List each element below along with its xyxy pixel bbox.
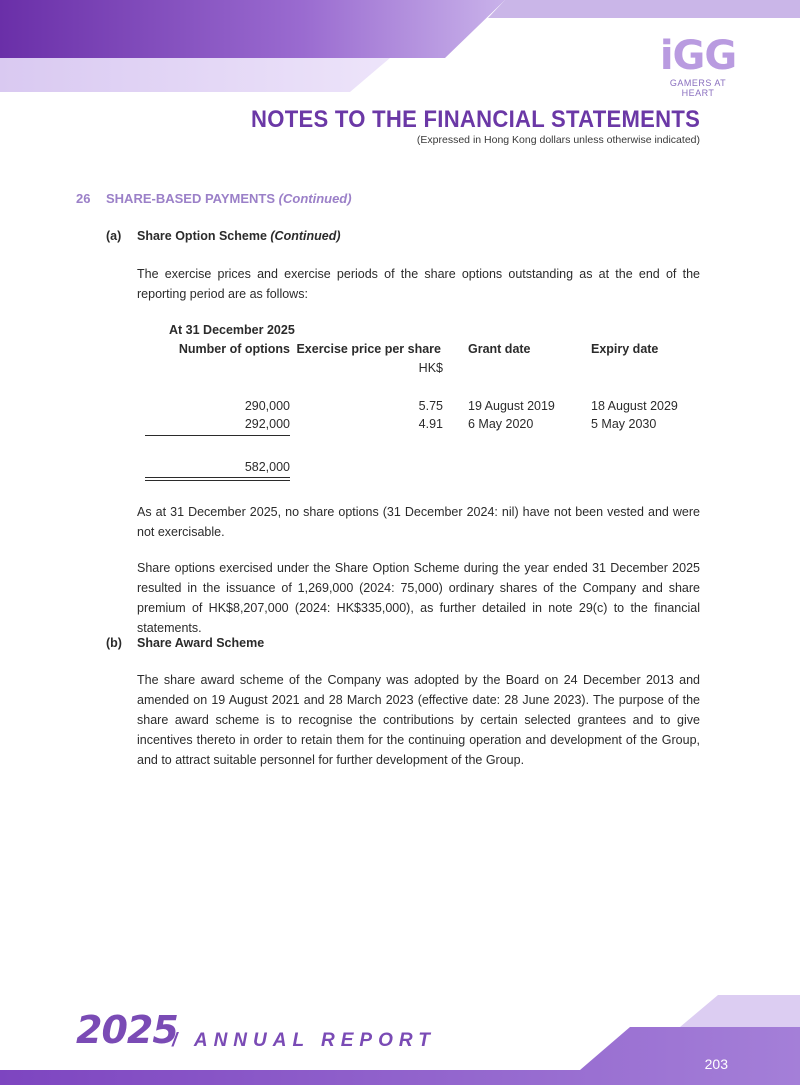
table-cell-options: 290,000 — [244, 399, 290, 413]
price-unit-label: HK$ — [418, 361, 443, 375]
intro-paragraph: The exercise prices and exercise periods of the share options outstanding as at the end of the reporting period are as follows: — [137, 267, 700, 301]
subsection-a-title — [137, 229, 341, 243]
subsection-a-continued: (Continued) — [270, 229, 341, 243]
page-subtitle: (Expressed in Hong Kong dollars unless otherwise indicated) — [416, 134, 700, 146]
share-award-paragraph: The share award scheme of the Company was adopted by the Board on 24 December 2013 and amended on 19 August 2021 and 28 March 2023 (effective date: 28 June 2023). The purpose of the share award scheme is to recognise the contributions by certain selected grantees and to give incentives thereto in order to retain them for the continuing operation and development of the Group, and to attract suitable personnel for further development of the Group. — [137, 673, 700, 767]
footer-year: 2025 — [76, 1008, 178, 1052]
page-number: 203 — [704, 1056, 728, 1072]
footer-annual-report: / ANNUAL REPORT — [172, 1030, 436, 1051]
table-cell-expiry-date: 18 August 2029 — [591, 399, 678, 413]
logo-tagline: GAMERS AT HEART — [669, 78, 727, 98]
subsection-a-label: (a) — [106, 229, 122, 243]
header-exercise-price: Exercise price per share — [296, 342, 441, 356]
table-cell-options: 292,000 — [244, 417, 290, 431]
subsection-b-label: (b) — [106, 636, 122, 650]
subtotal-rule — [145, 435, 290, 436]
section-title — [106, 191, 352, 206]
header-expiry-date: Expiry date — [591, 342, 659, 356]
logo-mark: iGG — [659, 33, 737, 79]
table-period-header: At 31 December 2025 — [169, 323, 295, 337]
total-double-rule-bottom — [145, 480, 290, 481]
header-number-of-options: Number of options — [178, 342, 290, 356]
company-logo — [652, 34, 744, 98]
subsection-a-title-text: Share Option Scheme — [137, 229, 267, 243]
page-title: NOTES TO THE FINANCIAL STATEMENTS — [250, 106, 700, 133]
subsection-b-title: Share Award Scheme — [137, 636, 265, 650]
section-title-text: SHARE-BASED PAYMENTS — [106, 191, 276, 206]
exercised-paragraph: Share options exercised under the Share Option Scheme during the year ended 31 December 2025 resulted in the issuance of 1,269,000 (2024: 75,000) ordinary shares of the Company and share premium of HK$8,207,000 (2024: HK$335,000), as further detailed in note 29(c) to the financial statements. — [137, 561, 700, 635]
section-number: 26 — [76, 191, 91, 206]
vested-paragraph: As at 31 December 2025, no share options (31 December 2024: nil) have not been vested and were not exercisable. — [137, 505, 700, 539]
table-cell-grant-date: 6 May 2020 — [468, 417, 534, 431]
table-cell-price: 5.75 — [418, 399, 443, 413]
section-continued: (Continued) — [278, 191, 352, 206]
total-double-rule-top — [145, 477, 290, 478]
header-grant-date: Grant date — [468, 342, 531, 356]
table-cell-grant-date: 19 August 2019 — [468, 399, 555, 413]
table-cell-expiry-date: 5 May 2030 — [591, 417, 657, 431]
table-total-options: 582,000 — [244, 460, 290, 474]
table-cell-price: 4.91 — [418, 417, 443, 431]
